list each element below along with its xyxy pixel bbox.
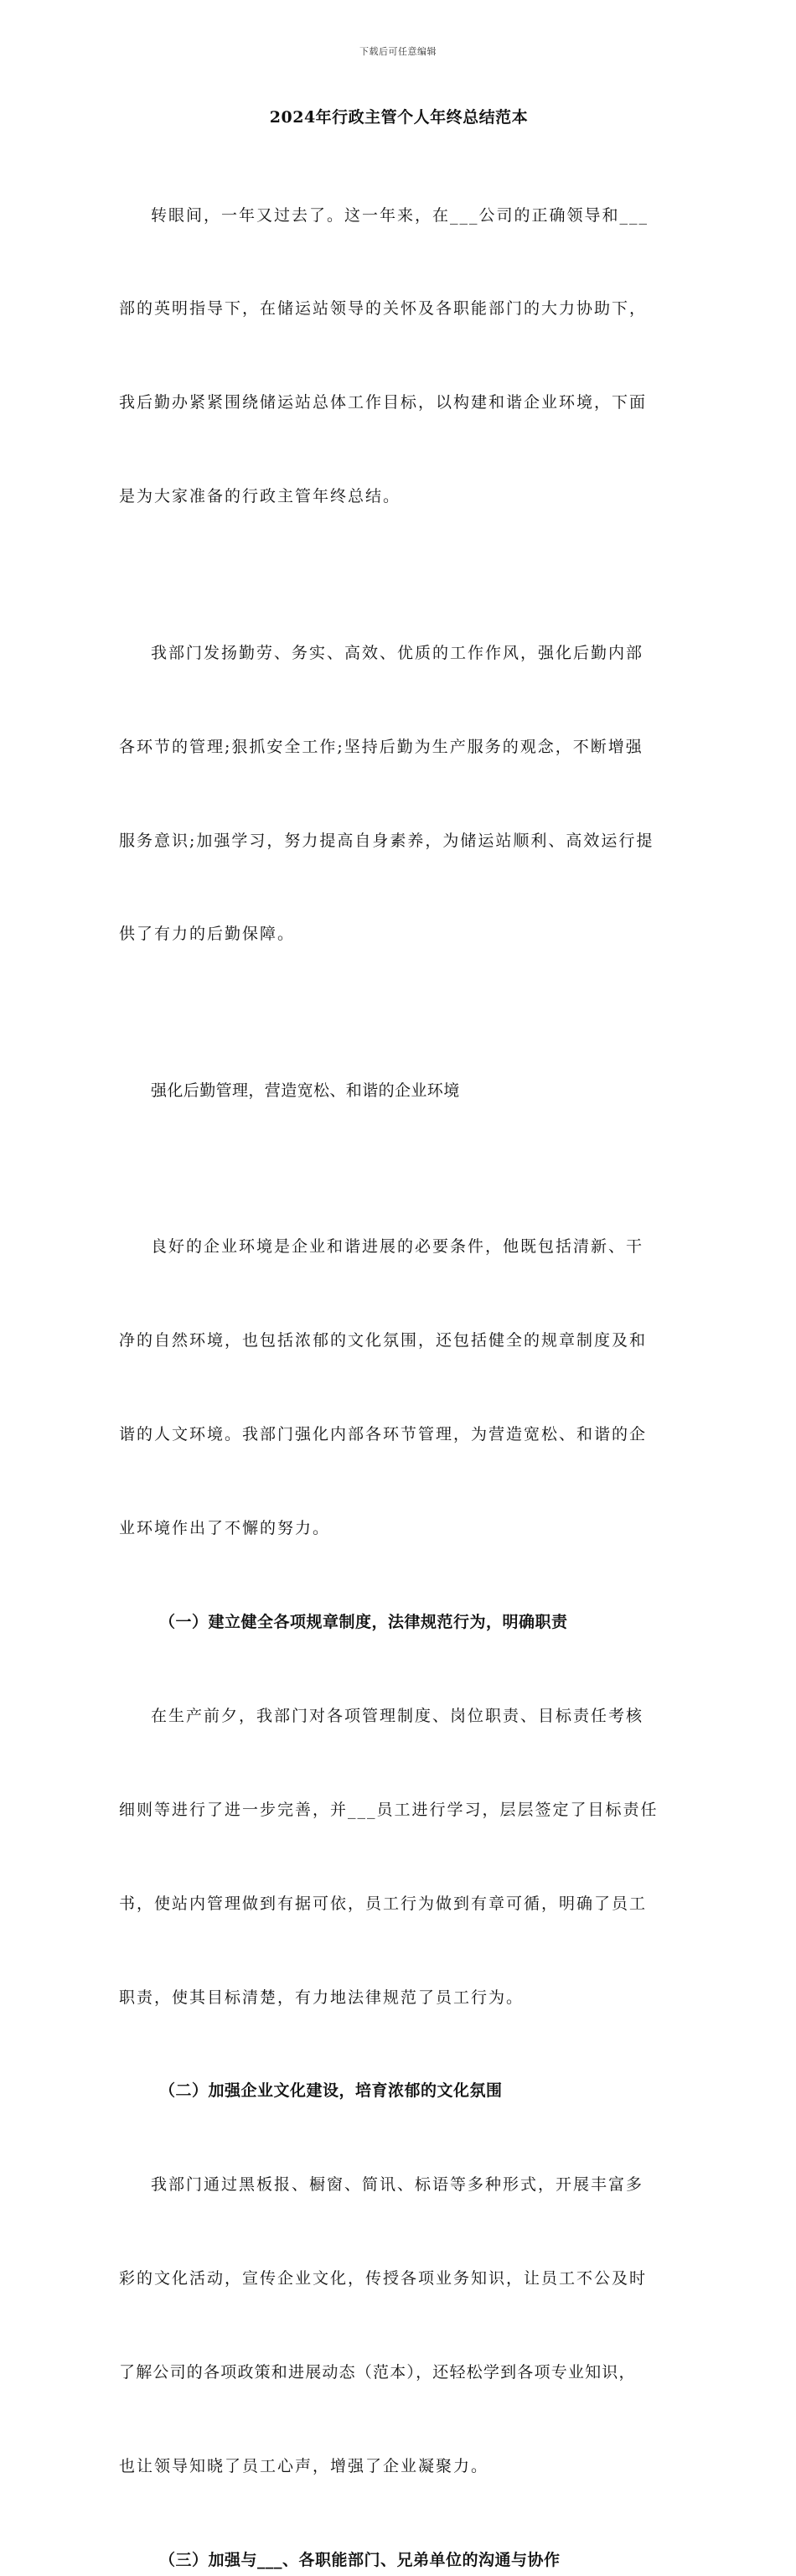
section-heading-1: （一）建立健全各项规章制度，法律规范行为，明确职责 bbox=[159, 1612, 568, 1631]
document-body bbox=[119, 101, 679, 2576]
text-line: 转眼间，一年又过去了。这一年来，在___公司的正确领导和___ bbox=[151, 205, 649, 225]
text-line: 良好的企业环境是企业和谐进展的必要条件，他既包括清新、干 bbox=[151, 1237, 644, 1257]
text-line: 供了有力的后勤保障。 bbox=[119, 925, 296, 944]
paragraph-section-title bbox=[119, 1013, 679, 1169]
paragraph-regulations bbox=[119, 1638, 679, 2076]
text-line: 业环境作出了不懈的努力。 bbox=[119, 1519, 331, 1538]
text-line: 服务意识;加强学习，努力提高自身素养，为储运站顺利、高效运行提 bbox=[119, 831, 654, 850]
text-line: 细则等进行了进一步完善，并___员工进行学习，层层签定了目标责任 bbox=[119, 1800, 659, 1819]
text-line: 是为大家准备的行政主管年终总结。 bbox=[119, 487, 401, 506]
text-line: 部的英明指导下，在储运站领导的关怀及各职能部门的大力协助下， bbox=[119, 299, 648, 319]
text-line: 在生产前夕，我部门对各项管理制度、岗位职责、目标责任考核 bbox=[151, 1706, 644, 1725]
text-line: 彩的文化活动，宣传企业文化，传授各项业务知识，让员工不公及时 bbox=[119, 2269, 648, 2288]
text-line: 各环节的管理;狠抓安全工作;坚持后勤为生产服务的观念，不断增强 bbox=[119, 737, 644, 756]
text-line: 我部门发扬勤劳、务实、高效、优质的工作作风，强化后勤内部 bbox=[151, 643, 644, 662]
text-line: 书，使站内管理做到有据可依，员工行为做到有章可循，明确了员工 bbox=[119, 1894, 648, 1913]
section-heading-3: （三）加强与___、各职能部门、兄弟单位的沟通与协作 bbox=[159, 2550, 561, 2569]
paragraph-environment bbox=[119, 1169, 679, 1607]
text-line: 我部门通过黑板报、橱窗、简讯、标语等多种形式，开展丰富多 bbox=[151, 2175, 644, 2195]
text-line: 净的自然环境，也包括浓郁的文化氛围，还包括健全的规章制度及和 bbox=[119, 1331, 648, 1350]
section-heading-2: （二）加强企业文化建设，培育浓郁的文化氛围 bbox=[159, 2081, 503, 2101]
paragraph-intro bbox=[119, 137, 679, 575]
paragraph-culture bbox=[119, 2107, 679, 2545]
text-line: 职责，使其目标清楚，有力地法律规范了员工行为。 bbox=[119, 1988, 525, 2007]
text-line: 谐的人文环境。我部门强化内部各环节管理，为营造宽松、和谐的企 bbox=[119, 1425, 648, 1444]
text-line: 强化后勤管理，营造宽松、和谐的企业环境 bbox=[151, 1081, 460, 1100]
text-line: 我后勤办紧紧围绕储运站总体工作目标，以构建和谐企业环境，下面 bbox=[119, 393, 648, 412]
page-header-note: 下载后可任意编辑 bbox=[359, 46, 437, 57]
text-line: 了解公司的各项政策和进展动态（范本），还轻松学到各项专业知识， bbox=[119, 2363, 636, 2382]
text-line: 也让领导知晓了员工心声，增强了企业凝聚力。 bbox=[119, 2456, 489, 2475]
document-title: 2024年行政主管个人年终总结范本 bbox=[269, 108, 529, 127]
paragraph-work-style bbox=[119, 575, 679, 1013]
